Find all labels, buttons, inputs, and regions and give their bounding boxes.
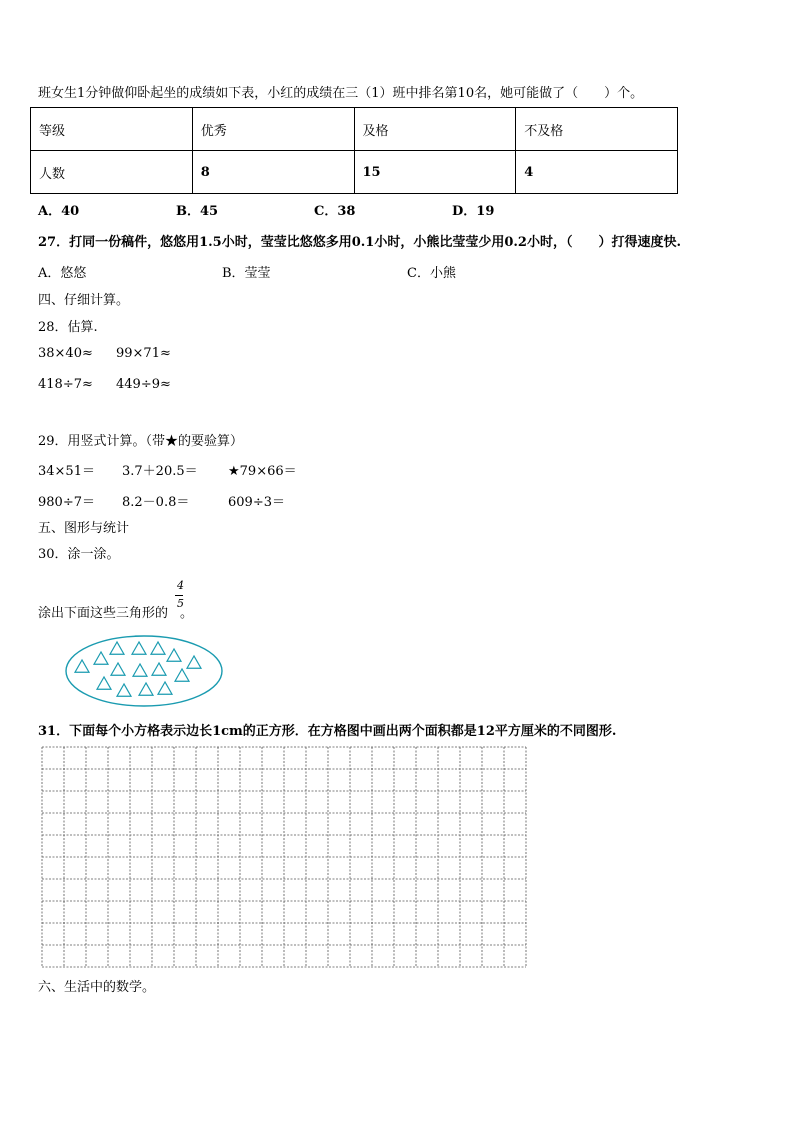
table-cell: 人数 [31,151,193,194]
estimate-item: 99×71≈ [116,346,171,361]
table-cell: 4 [516,151,678,194]
table-row [31,151,678,194]
fraction-denominator: 5 [177,597,184,610]
table-header: 等级 [31,108,193,151]
triangle-shape[interactable] [175,669,189,681]
triangle-shape[interactable] [151,642,165,654]
q30-suffix: 。 [180,606,194,621]
calc-item: 34×51＝ [38,464,95,479]
grade-table [30,107,678,194]
estimate-item: 38×40≈ [38,346,93,361]
triangles-figure[interactable] [64,634,224,708]
triangle-shape[interactable] [133,664,147,676]
triangle-shape[interactable] [158,682,172,694]
calc-item: ★79×66＝ [228,464,297,479]
table-cell: 15 [354,151,516,194]
q27-option-c: C．小熊 [407,266,456,281]
calc-item: 8.2－0.8＝ [122,495,190,510]
triangle-shape[interactable] [187,656,201,668]
fraction-numerator: 4 [177,579,184,592]
option-d: D．19 [452,204,495,219]
table-header: 不及格 [516,108,678,151]
section-five-title: 五、图形与统计 [38,521,130,536]
triangle-shape[interactable] [117,684,131,696]
triangle-group[interactable] [75,642,201,696]
square-grid[interactable] [40,745,528,971]
option-a: A．40 [38,204,80,219]
question-30-text [38,602,193,621]
triangle-shape[interactable] [139,683,153,695]
option-b: B．45 [176,204,219,219]
section-six-title: 六、生活中的数学。 [38,980,156,995]
calc-item: 980÷7＝ [38,495,95,510]
question-30-title: 30．涂一涂。 [38,547,120,562]
question-28-title: 28．估算. [38,320,98,335]
table-header: 优秀 [192,108,354,151]
question-27: 27．打同一份稿件，悠悠用1.5小时，莹莹比悠悠多用0.1小时，小熊比莹莹少用0.2小时，（ ）打得速度快. [38,235,681,250]
triangle-shape[interactable] [97,677,111,689]
option-c: C．38 [314,204,356,219]
calc-item: 609÷3＝ [228,495,285,510]
triangle-shape[interactable] [132,642,146,654]
question-31: 31．下面每个小方格表示边长1cm的正方形．在方格图中画出两个面积都是12平方厘米的不同图形. [38,724,617,739]
estimate-item: 449÷9≈ [116,377,171,392]
triangle-shape[interactable] [167,649,181,661]
question-intro: 班女生1分钟做仰卧起坐的成绩如下表，小红的成绩在三（1）班中排名第10名，她可能做了（ ）个。 [38,86,644,101]
triangle-shape[interactable] [94,652,108,664]
q27-option-a: A．悠悠 [38,266,87,281]
triangle-shape[interactable] [111,663,125,675]
q30-text: 涂出下面这些三角形的 [38,606,169,621]
triangle-shape[interactable] [75,660,89,672]
fraction-bar [175,595,183,596]
table-cell: 8 [192,151,354,194]
triangle-shape[interactable] [110,642,124,654]
table-header: 及格 [354,108,516,151]
estimate-item: 418÷7≈ [38,377,93,392]
calc-item: 3.7＋20.5＝ [122,464,198,479]
section-four-title: 四、仔细计算。 [38,293,130,308]
q27-option-b: B．莹莹 [222,266,271,281]
table-row [31,108,678,151]
question-29-title: 29．用竖式计算。（带★的要验算） [38,434,244,449]
triangle-shape[interactable] [152,663,166,675]
